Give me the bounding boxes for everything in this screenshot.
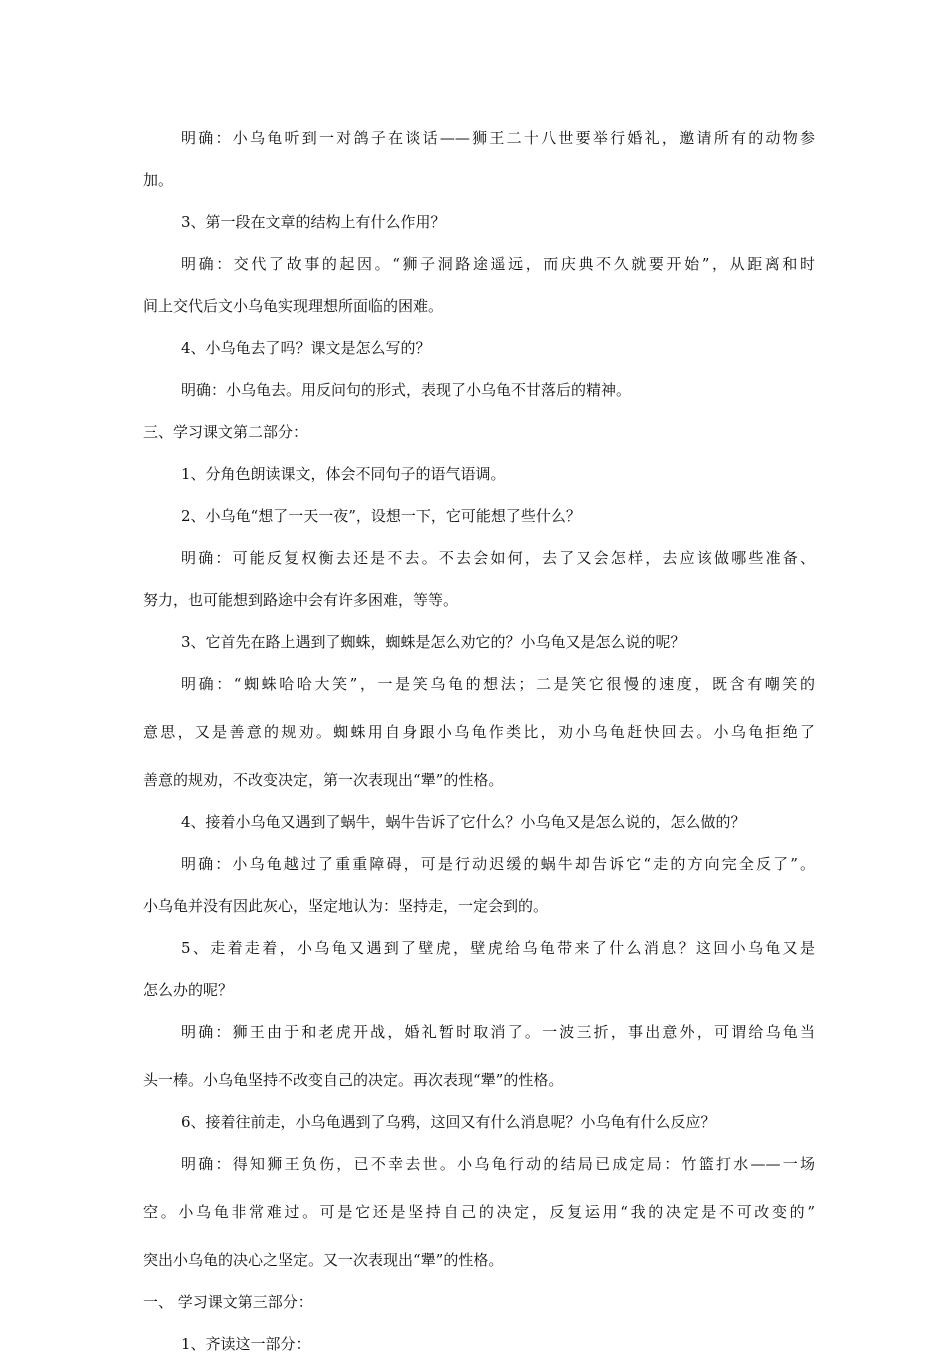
text-line-14: 明确：“蜘蛛哈哈大笑”，一是笑乌龟的想法；二是笑它很慢的速度，既含有嘲笑的: [181, 675, 815, 693]
text-line-26: 空。小乌龟非常难过。可是它还是坚持自己的决定，反复运用“我的决定是不可改变的”: [143, 1203, 815, 1221]
text-line-12: 努力，也可能想到路途中会有许多困难，等等。: [143, 591, 459, 609]
text-line-18: 明确：小乌龟越过了重重障碍，可是行动迟缓的蜗牛却告诉它“走的方向完全反了”。: [181, 855, 815, 873]
text-line-27: 突出小乌龟的决心之坚定。又一次表现出“犟”的性格。: [143, 1251, 504, 1269]
section-heading-part-three: 一、 学习课文第三部分：: [143, 1293, 313, 1311]
text-line-6: 4、小乌龟去了吗？课文是怎么写的？: [181, 339, 431, 357]
text-line-25: 明确：得知狮王负伤，已不幸去世。小乌龟行动的结局已成定局：竹篮打水——一场: [181, 1155, 815, 1173]
text-line-20: 5、走着走着，小乌龟又遇到了壁虎，壁虎给乌龟带来了什么消息？这回小乌龟又是: [181, 939, 815, 957]
text-line-3: 3、第一段在文章的结构上有什么作用？: [181, 213, 446, 231]
text-line-17: 4、接着小乌龟又遇到了蜗牛，蜗牛告诉了它什么？小乌龟又是怎么说的，怎么做的？: [181, 813, 746, 831]
text-line-15: 意思，又是善意的规劝。蜘蛛用自身跟小乌龟作类比，劝小乌龟赶快回去。小乌龟拒绝了: [143, 723, 815, 741]
text-line-7: 明确：小乌龟去。用反问句的形式，表现了小乌龟不甘落后的精神。: [181, 381, 632, 399]
text-line-24: 6、接着往前走，小乌龟遇到了乌鸦，这回又有什么消息呢？小乌龟有什么反应？: [181, 1113, 716, 1131]
text-line-1: 明确：小乌龟听到一对鸽子在谈话——狮王二十八世要举行婚礼，邀请所有的动物参: [181, 129, 815, 147]
text-line-19: 小乌龟并没有因此灰心，坚定地认为：坚持走，一定会到的。: [143, 897, 549, 915]
text-line-11: 明确：可能反复权衡去还是不去。不去会如何，去了又会怎样，去应该做哪些准备、: [181, 549, 815, 567]
text-line-13: 3、它首先在路上遇到了蜘蛛，蜘蛛是怎么劝它的？小乌龟又是怎么说的呢？: [181, 633, 686, 651]
text-line-4: 明确：交代了故事的起因。“狮子洞路途遥远，而庆典不久就要开始”，从距离和时: [181, 255, 815, 273]
text-line-2: 加。: [143, 171, 174, 189]
text-line-5: 间上交代后文小乌龟实现理想所面临的困难。: [143, 297, 444, 315]
text-line-16: 善意的规劝，不改变决定，第一次表现出“犟”的性格。: [143, 771, 504, 789]
text-line-23: 头一棒。小乌龟坚持不改变自己的决定。再次表现“犟”的性格。: [143, 1071, 564, 1089]
text-line-22: 明确：狮王由于和老虎开战，婚礼暂时取消了。一波三折，事出意外，可谓给乌龟当: [181, 1023, 815, 1041]
document-body: [143, 120, 815, 1368]
text-line-21: 怎么办的呢？: [143, 981, 234, 999]
text-line-10: 2、小乌龟“想了一天一夜”，设想一下，它可能想了些什么？: [181, 507, 581, 525]
text-line-9: 1、分角色朗读课文，体会不同句子的语气语调。: [181, 465, 506, 483]
text-line-29: 1、齐读这一部分：: [181, 1335, 311, 1353]
section-heading-part-two: 三、学习课文第二部分：: [143, 423, 309, 441]
